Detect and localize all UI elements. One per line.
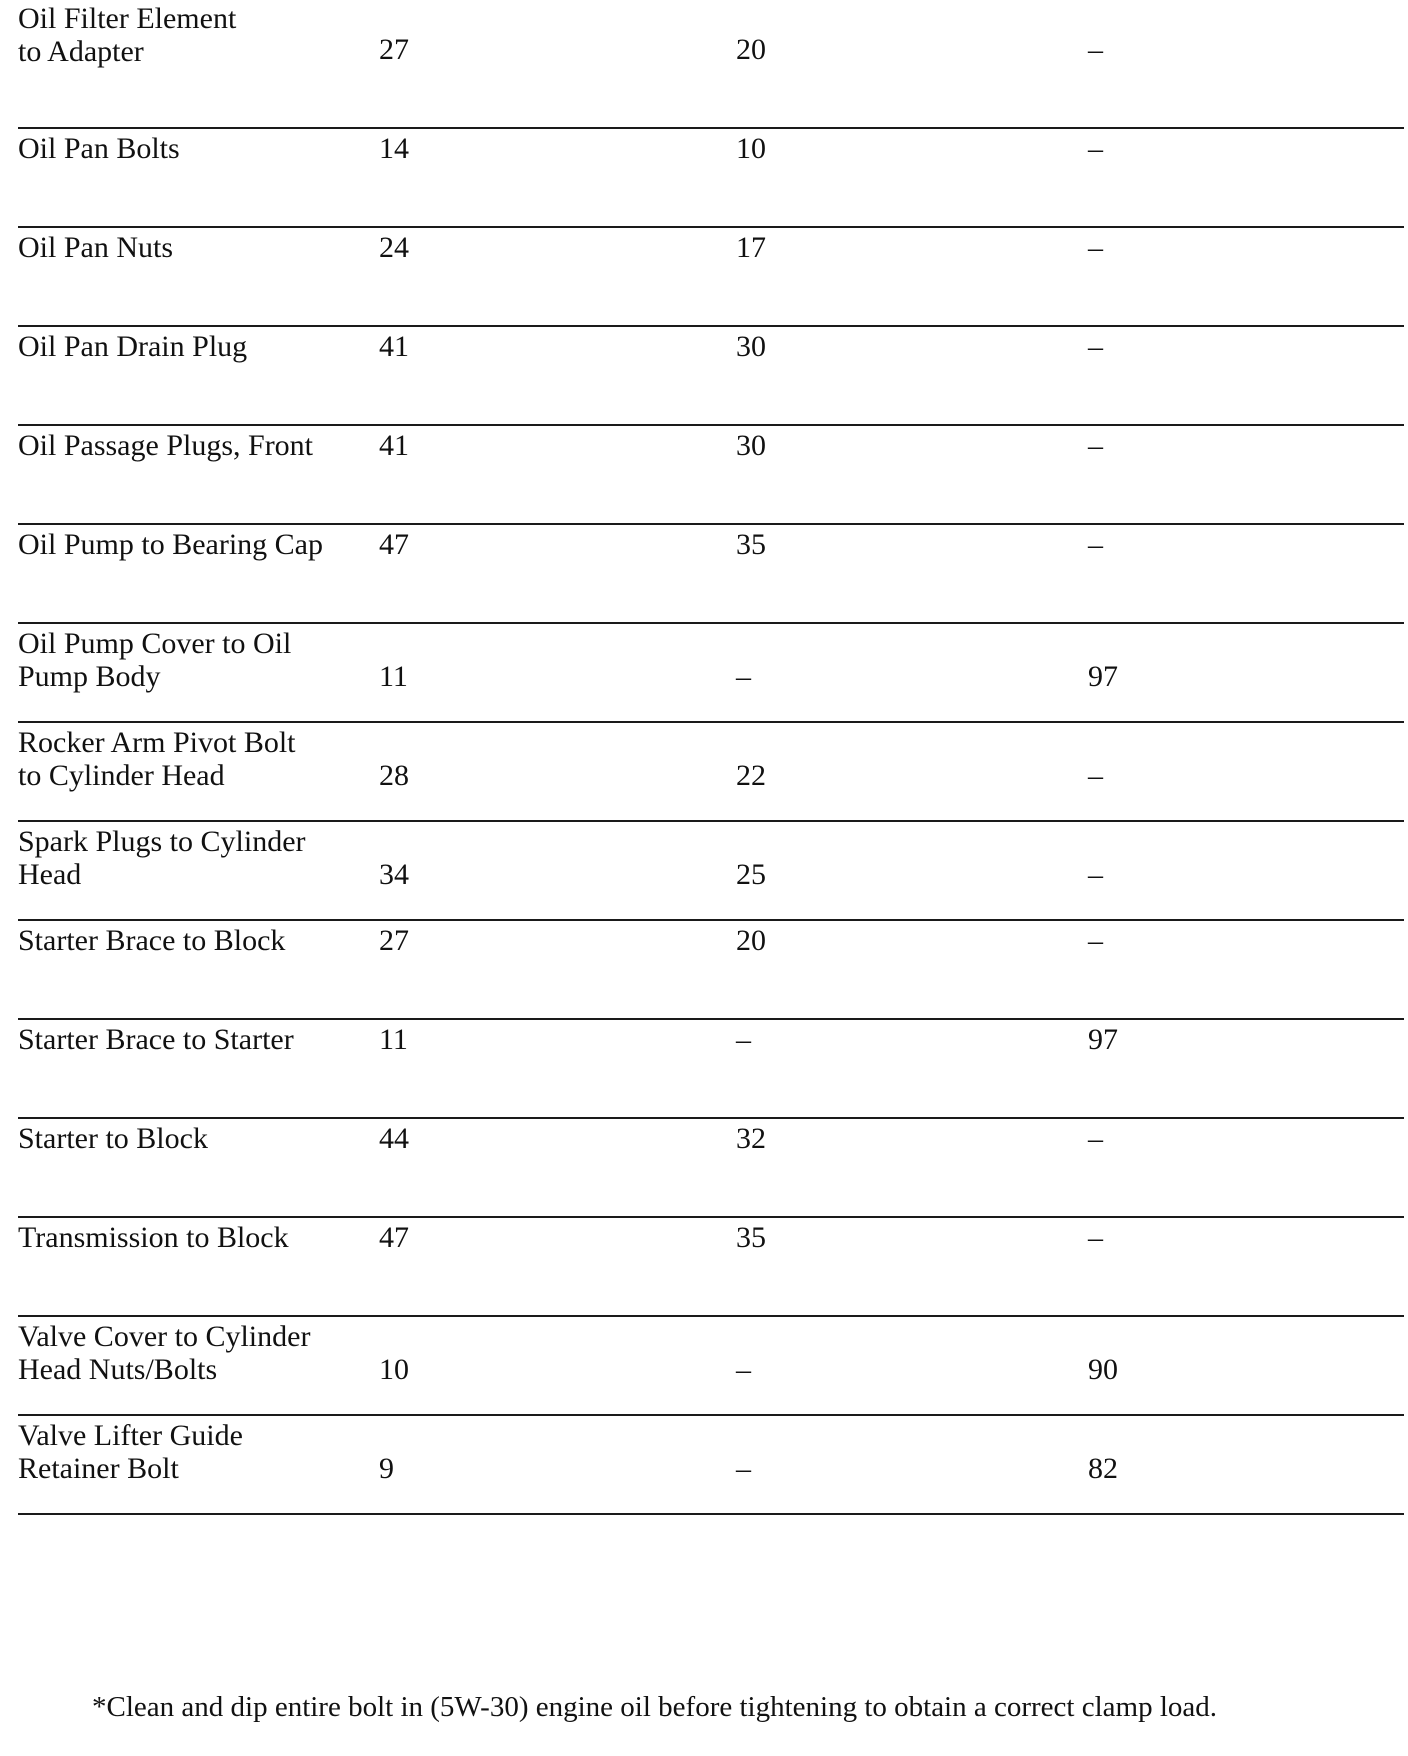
torque-value-nm: 10	[379, 1353, 409, 1386]
torque-value-lbft: 20	[736, 924, 766, 957]
torque-value-lbin: 82	[1088, 1452, 1118, 1485]
torque-value-lbft: 32	[736, 1122, 766, 1155]
torque-value-lbin: 90	[1088, 1353, 1118, 1386]
torque-value-lbin: –	[1088, 528, 1103, 561]
table-row	[18, 1416, 1404, 1515]
table-row	[18, 327, 1404, 426]
torque-value-lbin: –	[1088, 1122, 1103, 1155]
table-row	[18, 624, 1404, 723]
torque-value-nm: 11	[379, 660, 408, 693]
torque-value-nm: 24	[379, 231, 409, 264]
fastener-description: Oil Pump to Bearing Cap	[18, 528, 323, 561]
torque-value-lbin: –	[1088, 429, 1103, 462]
torque-value-nm: 47	[379, 528, 409, 561]
table-row	[18, 1317, 1404, 1416]
torque-value-nm: 44	[379, 1122, 409, 1155]
table-row	[18, 426, 1404, 525]
torque-value-lbin: –	[1088, 330, 1103, 363]
fastener-description: Valve Cover to Cylinder Head Nuts/Bolts	[18, 1320, 311, 1386]
fastener-description: Oil Passage Plugs, Front	[18, 429, 314, 462]
torque-value-nm: 27	[379, 33, 409, 66]
fastener-description: Starter Brace to Block	[18, 924, 286, 957]
torque-value-nm: 41	[379, 429, 409, 462]
table-row	[18, 0, 1404, 129]
torque-value-lbft: –	[736, 1023, 751, 1056]
table-row	[18, 525, 1404, 624]
fastener-description: Starter to Block	[18, 1122, 208, 1155]
torque-value-lbft: –	[736, 660, 751, 693]
table-row	[18, 822, 1404, 921]
table-row	[18, 228, 1404, 327]
torque-spec-table	[18, 0, 1404, 1515]
torque-value-nm: 14	[379, 132, 409, 165]
torque-value-lbft: 30	[736, 330, 766, 363]
fastener-description: Valve Lifter Guide Retainer Bolt	[18, 1419, 243, 1485]
table-row	[18, 921, 1404, 1020]
torque-value-lbin: 97	[1088, 660, 1118, 693]
torque-value-lbin: –	[1088, 858, 1103, 891]
torque-value-lbft: 35	[736, 1221, 766, 1254]
torque-value-lbin: –	[1088, 132, 1103, 165]
fastener-description: Oil Pan Bolts	[18, 132, 180, 165]
torque-value-lbft: 20	[736, 33, 766, 66]
fastener-description: Oil Pan Nuts	[18, 231, 174, 264]
table-row	[18, 723, 1404, 822]
fastener-description: Rocker Arm Pivot Bolt to Cylinder Head	[18, 726, 296, 792]
table-row	[18, 1218, 1404, 1317]
fastener-description: Starter Brace to Starter	[18, 1023, 294, 1056]
torque-value-lbin: –	[1088, 231, 1103, 264]
torque-value-nm: 27	[379, 924, 409, 957]
torque-value-lbft: 30	[736, 429, 766, 462]
fastener-description: Transmission to Block	[18, 1221, 289, 1254]
torque-value-lbin: –	[1088, 1221, 1103, 1254]
torque-value-lbin: –	[1088, 924, 1103, 957]
fastener-description: Spark Plugs to Cylinder Head	[18, 825, 306, 891]
footnote: *Clean and dip entire bolt in (5W-30) engine oil before tightening to obtain a correct clamp load.	[92, 1691, 1218, 1723]
torque-value-lbft: 25	[736, 858, 766, 891]
torque-value-lbft: –	[736, 1353, 751, 1386]
torque-value-nm: 41	[379, 330, 409, 363]
torque-value-lbin: –	[1088, 759, 1103, 792]
table-row	[18, 1119, 1404, 1218]
torque-value-lbft: 22	[736, 759, 766, 792]
torque-value-lbin: –	[1088, 33, 1103, 66]
torque-value-nm: 11	[379, 1023, 408, 1056]
fastener-description: Oil Filter Element to Adapter	[18, 2, 237, 68]
torque-value-lbin: 97	[1088, 1023, 1118, 1056]
torque-value-nm: 9	[379, 1452, 394, 1485]
torque-value-nm: 28	[379, 759, 409, 792]
fastener-description: Oil Pan Drain Plug	[18, 330, 248, 363]
torque-value-nm: 34	[379, 858, 409, 891]
torque-value-lbft: –	[736, 1452, 751, 1485]
fastener-description: Oil Pump Cover to Oil Pump Body	[18, 627, 292, 693]
torque-value-lbft: 35	[736, 528, 766, 561]
torque-value-lbft: 17	[736, 231, 766, 264]
table-row	[18, 129, 1404, 228]
torque-value-nm: 47	[379, 1221, 409, 1254]
torque-value-lbft: 10	[736, 132, 766, 165]
table-row	[18, 1020, 1404, 1119]
